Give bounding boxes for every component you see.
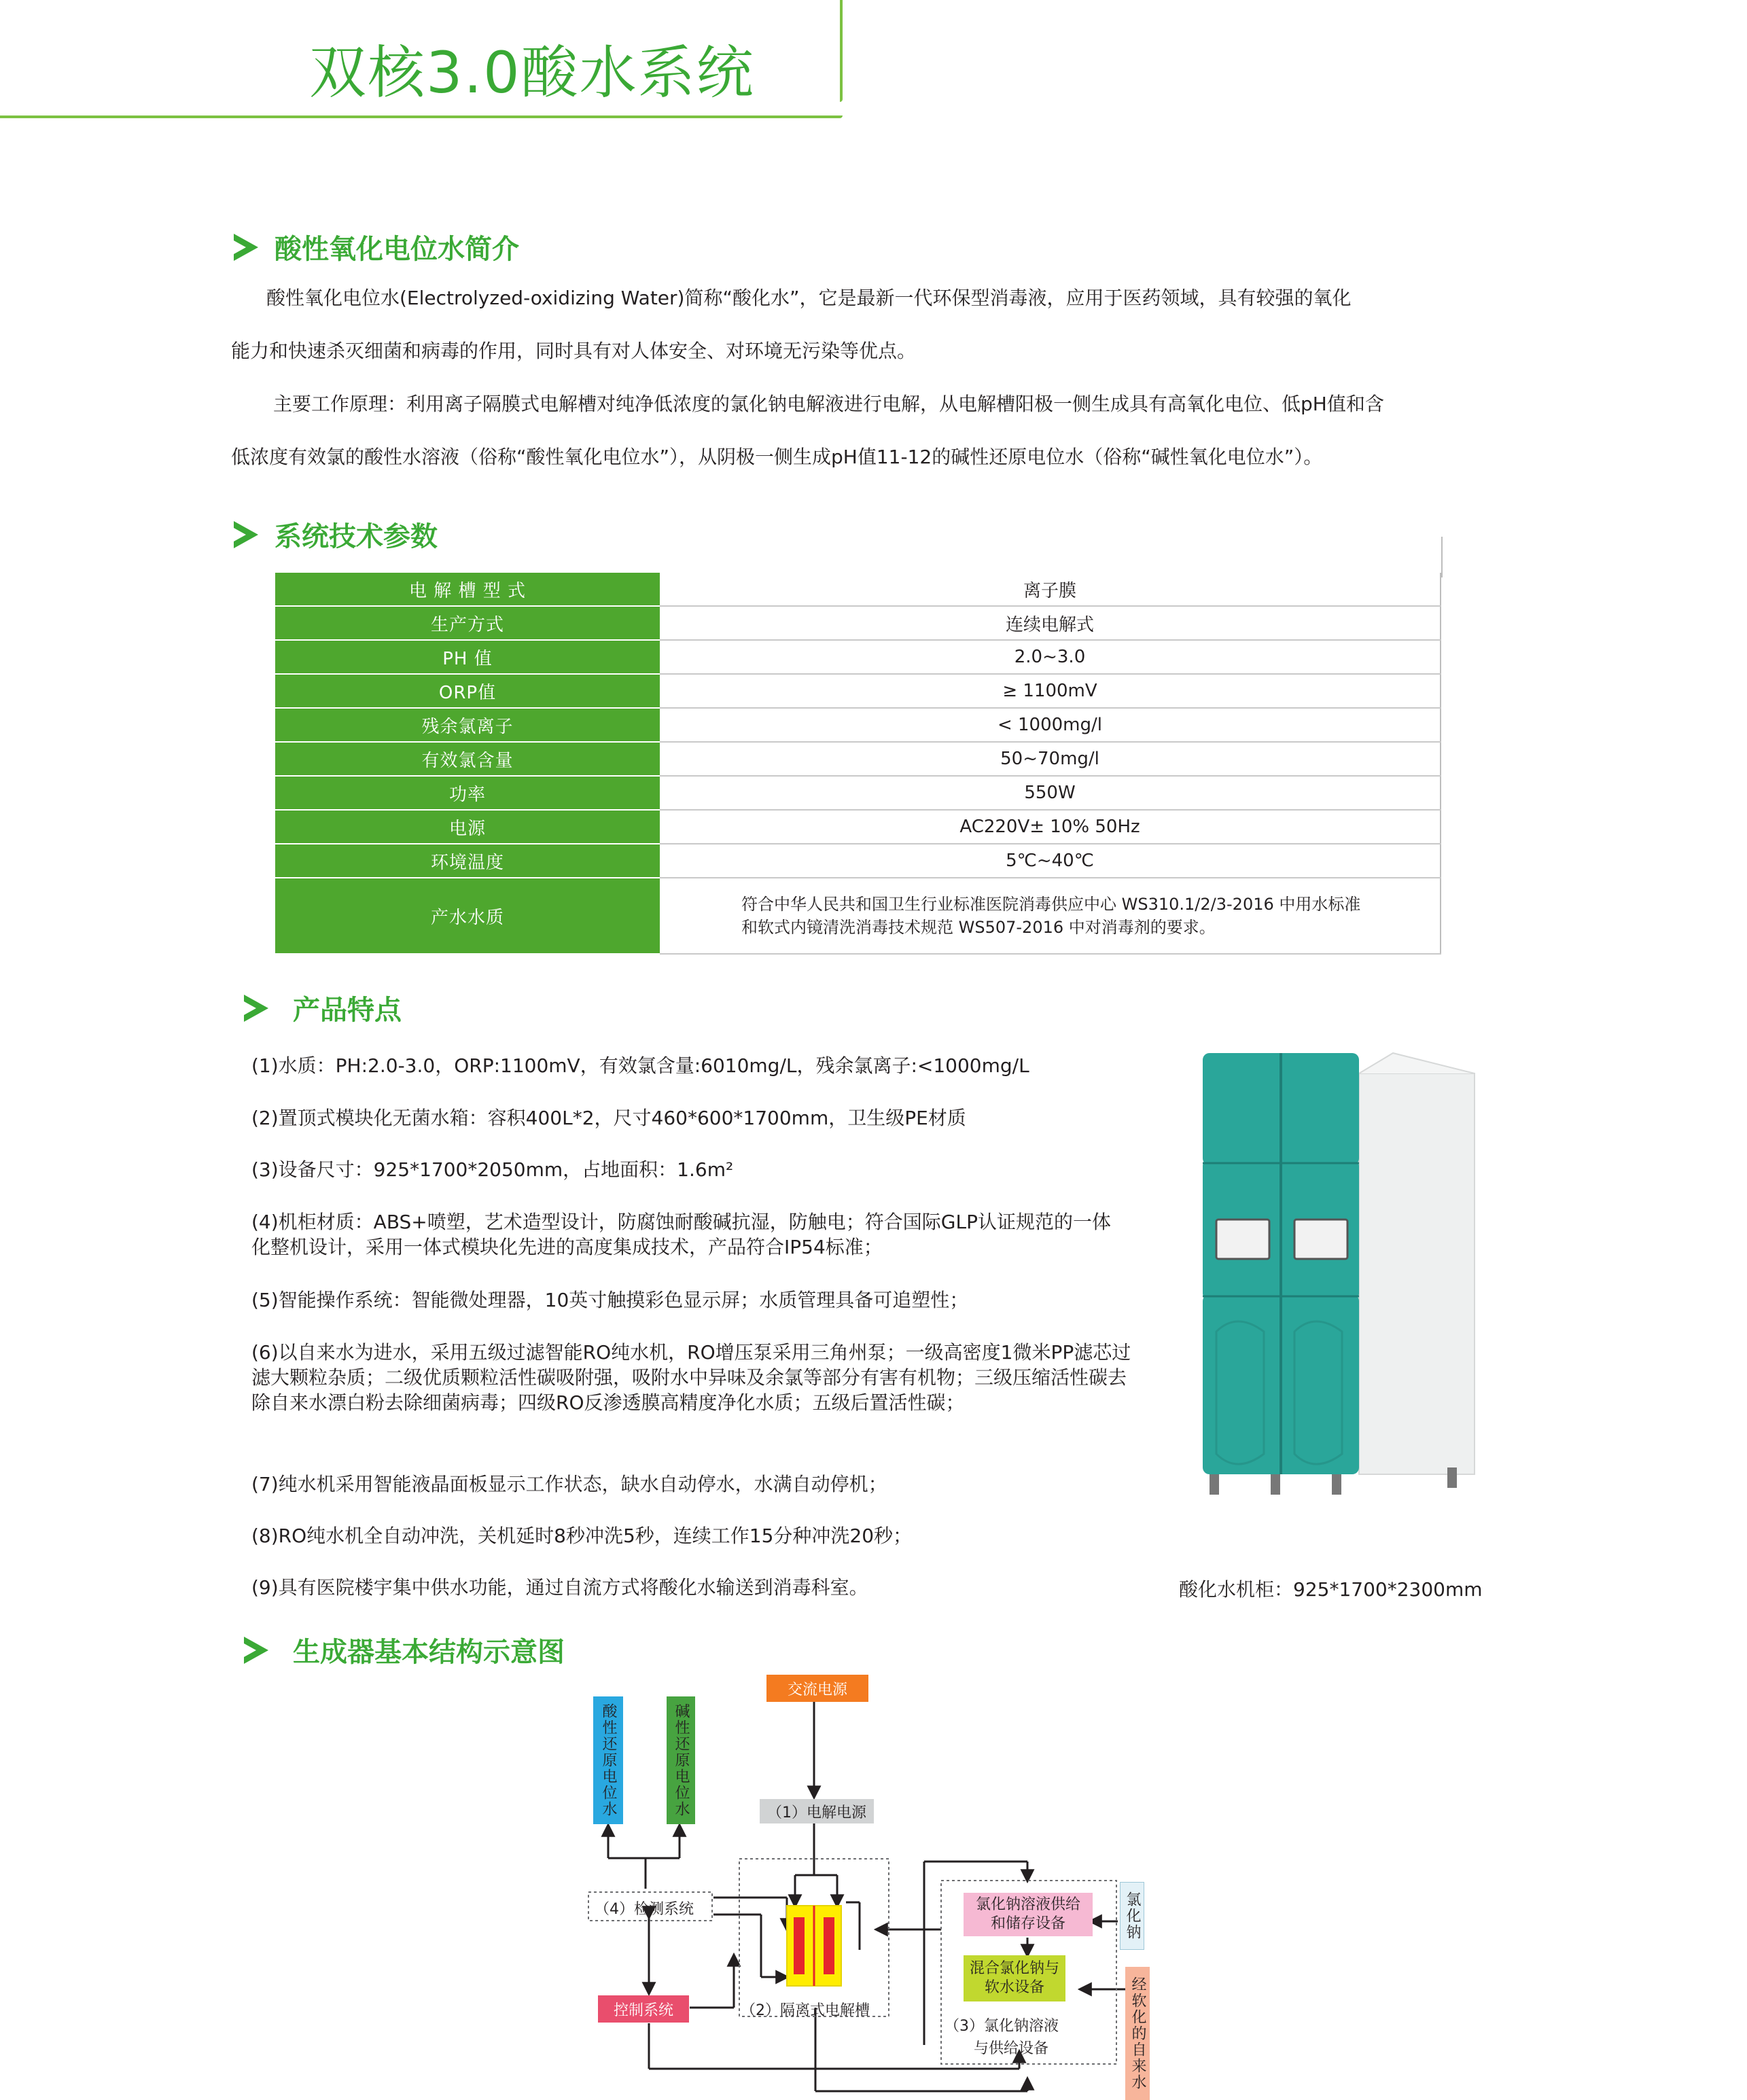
feature-item: (8)RO纯水机全自动冲洗，关机延时8秒冲洗5秒，连续工作15分种冲洗20秒； (251, 1525, 913, 1547)
param-key: 电 解 槽 型 式 (275, 573, 660, 606)
param-key: 生产方式 (275, 606, 660, 640)
feature-item: (6)以自来水为进水，采用五级过滤智能RO纯水机，RO增压泵采用三角州泵；一级高密度1微米PP滤芯过滤大颗粒杂质；二级优质颗粒活性碳吸附强，吸附水中异味及余氯等部分有害有机物；三级压缩活性碳去除自来水漂白粉去除细菌病毒；四级RO反渗透膜高精度净化水质；五级后置活性碳； (251, 1341, 1131, 1414)
param-key: 残余氯离子 (275, 708, 660, 742)
param-value: 连续电解式 (660, 606, 1441, 640)
feature-item: (5)智能操作系统：智能微处理器，10英寸触摸彩色显示屏；水质管理具备可追塑性； (251, 1289, 969, 1311)
param-value: AC220V± 10% 50Hz (660, 810, 1441, 844)
param-value: 50~70mg/l (660, 742, 1441, 776)
alkaline-water-label: 碱性还原电位水 (673, 1703, 690, 1817)
feature-item: (2)置顶式模块化无菌水箱：容积400L*2，尺寸460*600*1700mm，卫生级PE材质 (251, 1107, 966, 1129)
param-key: PH 值 (275, 640, 660, 674)
feature-item: (3)设备尺寸：925*1700*2050mm，占地面积：1.6m² (251, 1158, 734, 1181)
intro-line-1: 酸性氧化电位水(Electrolyzed-oxidizing Water)简称“酸化水”，它是最新一代环保型消毒液，应用于医药领域，具有较强的氧化 (266, 287, 1352, 309)
param-value: ≥ 1100mV (660, 674, 1441, 708)
param-key: 功率 (275, 776, 660, 810)
param-value: 5℃~40℃ (660, 844, 1441, 878)
supply-label-2: 与供给设备 (974, 2040, 1049, 2057)
control-system-box: 控制系统 (598, 1995, 689, 2023)
param-key: ORP值 (275, 674, 660, 708)
acid-water-label: 酸性还原电位水 (600, 1703, 617, 1817)
acid-water-box (593, 1696, 623, 1824)
param-value-line: 符合中华人民共和国卫生行业标准医院消毒供应中心 WS310.1/2/3-2016 中用水标准 (741, 895, 1361, 914)
section-title: 酸性氧化电位水简介 (275, 234, 519, 265)
feature-item: (4)机柜材质：ABS+喷塑，艺术造型设计，防腐蚀耐酸碱抗湿，防触电；符合国际GLP认证规范的一体化整机设计，采用一体式模块化先进的高度集成技术，产品符合IP54标准； (251, 1211, 1111, 1258)
supply-label-1: （3）氯化钠溶液 (945, 2018, 1059, 2035)
intro-line-2: 能力和快速杀灭细菌和病毒的作用，同时具有对人体安全、对环境无污染等优点。 (231, 340, 917, 362)
soft-water-input-box (1125, 1967, 1150, 2100)
ac-power-box: 交流电源 (766, 1675, 868, 1702)
intro-line-3: 主要工作原理：利用离子隔膜式电解槽对纯净低浓度的氯化钠电解液进行电解，从电解槽阳极一侧生成具有高氧化电位、低pH值和含 (273, 393, 1384, 415)
param-key: 有效氯含量 (275, 742, 660, 776)
param-key: 产水水质 (275, 878, 660, 954)
alkaline-water-box (667, 1696, 695, 1824)
nacl-input-box (1120, 1882, 1144, 1950)
intro-line-4: 低浓度有效氯的酸性水溶液（俗称“酸性氧化电位水”），从阴极一侧生成pH值11-12的碱性还原电位水（俗称“碱性氧化电位水”）。 (231, 446, 1323, 468)
param-value: < 1000mg/l (660, 708, 1441, 742)
param-value: 550W (660, 776, 1441, 810)
electrolytic-cell-label: （2）隔离式电解槽 (741, 2002, 870, 2019)
detect-system-label: （4）检测系统 (595, 1901, 694, 1918)
feature-item: (1)水质：PH:2.0-3.0，ORP:1100mV，有效氯含量:6010mg/L，残余氯离子:<1000mg/L (251, 1054, 1029, 1077)
section-title: 产品特点 (293, 995, 402, 1026)
mix-softwater-box: 混合氯化钠与软水设备 (964, 1955, 1065, 2001)
param-key: 电源 (275, 810, 660, 844)
param-value: 离子膜 (660, 573, 1441, 606)
param-value: 2.0~3.0 (660, 640, 1441, 674)
feature-item: (9)具有医院楼宇集中供水功能，通过自流方式将酸化水输送到消毒科室。 (251, 1576, 868, 1599)
cabinet-caption: 酸化水机柜：925*1700*2300mm (1179, 1578, 1483, 1601)
feature-item: (7)纯水机采用智能液晶面板显示工作状态，缺水自动停水，水满自动停机； (251, 1473, 887, 1495)
section-title: 生成器基本结构示意图 (293, 1637, 565, 1668)
power-supply-box: （1）电解电源 (760, 1799, 874, 1823)
nacl-storage-box: 氯化钠溶液供给和储存设备 (964, 1893, 1093, 1936)
param-key: 环境温度 (275, 844, 660, 878)
nacl-label: 氯化钠 (1124, 1891, 1141, 1940)
param-value-line: 和软式内镜清洗消毒技术规范 WS507-2016 中对消毒剂的要求。 (741, 918, 1216, 937)
page-title: 双核3.0酸水系统 (309, 39, 755, 106)
section-title: 系统技术参数 (275, 521, 438, 552)
soft-water-label: 经软化的自来水 (1129, 1976, 1146, 2090)
